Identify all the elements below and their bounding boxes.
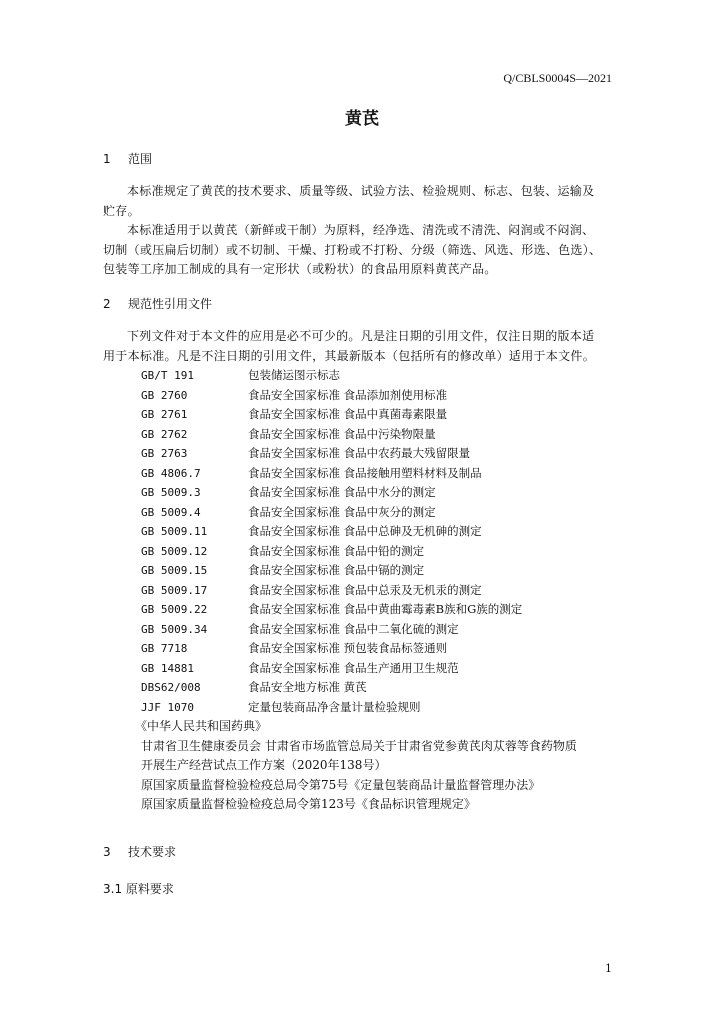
reference-row (141, 600, 522, 620)
intro-line: 下列文件对于本文件的应用是必不可少的。凡是注日期的引用文件，仅注日期的版本适 (127, 329, 595, 343)
reference-code: DBS62/008 (141, 681, 201, 694)
scope-line: 包装等工序加工制成的具有一定形状（或粉状）的食品用原料黄芪产品。 (103, 262, 497, 276)
reference-row (141, 581, 522, 601)
reference-title: 食品安全国家标准 食品中农药最大残留限量 (248, 446, 471, 460)
reference-list (141, 366, 522, 717)
reference-code: JJF 1070 (141, 700, 194, 714)
section-number: 3 (103, 845, 111, 859)
intro-line: 用于本标准。凡是不注日期的引用文件，其最新版本（包括所有的修改单）适用于本文件。 (103, 348, 596, 363)
reference-row (141, 659, 522, 679)
reference-code: GB 2760 (141, 388, 188, 402)
reference-title: 食品安全国家标准 食品中铅的测定 (248, 543, 425, 558)
reference-title: 食品安全国家标准 食品添加剂使用标准 (248, 387, 448, 402)
order-123-reference: 原国家质量监督检验检疫总局令第123号《食品标识管理规定》 (141, 797, 476, 811)
notice-reference-line: 开展生产经营试点工作方案（2020年138号） (141, 758, 387, 772)
reference-row (141, 464, 522, 484)
scope-line: 贮存。 (103, 203, 140, 218)
section-number: 1 (103, 152, 111, 166)
reference-row (141, 639, 522, 659)
reference-row (141, 542, 522, 562)
reference-title: 食品安全国家标准 食品中污染物限量 (248, 426, 436, 441)
reference-code: GB 5009.4 (141, 505, 201, 519)
reference-code: GB 5009.22 (141, 603, 208, 616)
section-title: 规范性引用文件 (128, 297, 213, 311)
reference-code: GB 4806.7 (141, 466, 201, 480)
reference-code: GB 5009.12 (141, 544, 208, 558)
reference-row (141, 483, 522, 503)
reference-code: GB 5009.34 (141, 622, 208, 636)
reference-code: GB 5009.15 (141, 564, 208, 577)
section-title: 原料要求 (125, 882, 174, 896)
reference-code: GB 7718 (141, 642, 188, 655)
document-title: 黄芪 (345, 109, 379, 129)
reference-row (141, 444, 522, 464)
additional-references (135, 717, 621, 815)
scope-line: 本标准规定了黄芪的技术要求、质量等级、试验方法、检验规则、标志、包装、运输及 (127, 184, 595, 198)
reference-code: GB/T 191 (141, 369, 194, 382)
section-number: 3.1 (103, 882, 123, 896)
reference-code: GB 2762 (141, 427, 188, 441)
document-code: Q/CBLS0004S—2021 (503, 71, 612, 85)
reference-row (141, 678, 522, 698)
reference-title: 食品安全国家标准 食品中黄曲霉毒素B族和G族的测定 (248, 602, 523, 616)
section-title: 范围 (128, 152, 153, 166)
pharmacopoeia-reference: 《中华人民共和国药典》 (135, 719, 268, 733)
reference-row (141, 620, 522, 640)
reference-title: 食品安全国家标准 食品生产通用卫生规范 (248, 660, 459, 675)
section-number: 2 (103, 297, 111, 311)
reference-title: 食品安全国家标准 食品中镉的测定 (248, 563, 425, 577)
reference-row (141, 386, 522, 406)
references-intro (103, 327, 616, 366)
scope-line: 切制（或压扁后切制）或不切制、干燥、打粉或不打粉、分级（筛选、风选、形选、色选）、 (103, 242, 602, 257)
notice-reference-line: 甘肃省卫生健康委员会 甘肃省市场监管总局关于甘肃省党参黄芪肉苁蓉等食药物质 (141, 738, 577, 753)
reference-code: GB 2763 (141, 447, 188, 460)
reference-code: GB 5009.3 (141, 486, 201, 499)
reference-row (141, 503, 522, 523)
section-title: 技术要求 (128, 845, 177, 859)
reference-title: 食品安全国家标准 食品中二氧化硫的测定 (248, 621, 459, 636)
reference-code: GB 5009.17 (141, 583, 208, 597)
reference-title: 食品安全国家标准 预包装食品标签通则 (248, 641, 448, 655)
section-3-heading (103, 843, 176, 860)
section-3-1-heading (103, 880, 174, 897)
reference-title: 食品安全国家标准 食品中总汞及无机汞的测定 (248, 582, 482, 597)
reference-title: 食品安全国家标准 食品中水分的测定 (248, 485, 436, 499)
reference-title: 包装储运图示标志 (248, 368, 340, 382)
reference-title: 食品安全国家标准 食品中灰分的测定 (248, 504, 436, 519)
section-1-heading (103, 150, 152, 167)
reference-row (141, 366, 522, 386)
reference-title: 食品安全国家标准 食品中总砷及无机砷的测定 (248, 524, 482, 538)
scope-paragraphs (103, 182, 616, 280)
section-2-heading (103, 295, 212, 312)
reference-title: 食品安全国家标准 食品中真菌毒素限量 (248, 407, 448, 421)
reference-row (141, 522, 522, 542)
reference-code: GB 5009.11 (141, 525, 208, 538)
reference-title: 定量包装商品净含量计量检验规则 (248, 699, 421, 714)
reference-title: 食品安全国家标准 食品接触用塑料材料及制品 (248, 465, 482, 480)
scope-line: 本标准适用于以黄芪（新鲜或干制）为原料，经净选、清洗或不清洗、闷润或不闷润、 (127, 223, 595, 237)
reference-title: 食品安全地方标准 黄芪 (248, 680, 367, 694)
reference-row (141, 405, 522, 425)
reference-code: GB 2761 (141, 408, 188, 421)
reference-row (141, 698, 522, 718)
reference-code: GB 14881 (141, 661, 194, 675)
page-number: 1 (605, 962, 612, 975)
reference-row (141, 561, 522, 581)
reference-row (141, 425, 522, 445)
order-75-reference: 原国家质量监督检验检疫总局令第75号《定量包装商品计量监督管理办法》 (141, 777, 541, 792)
